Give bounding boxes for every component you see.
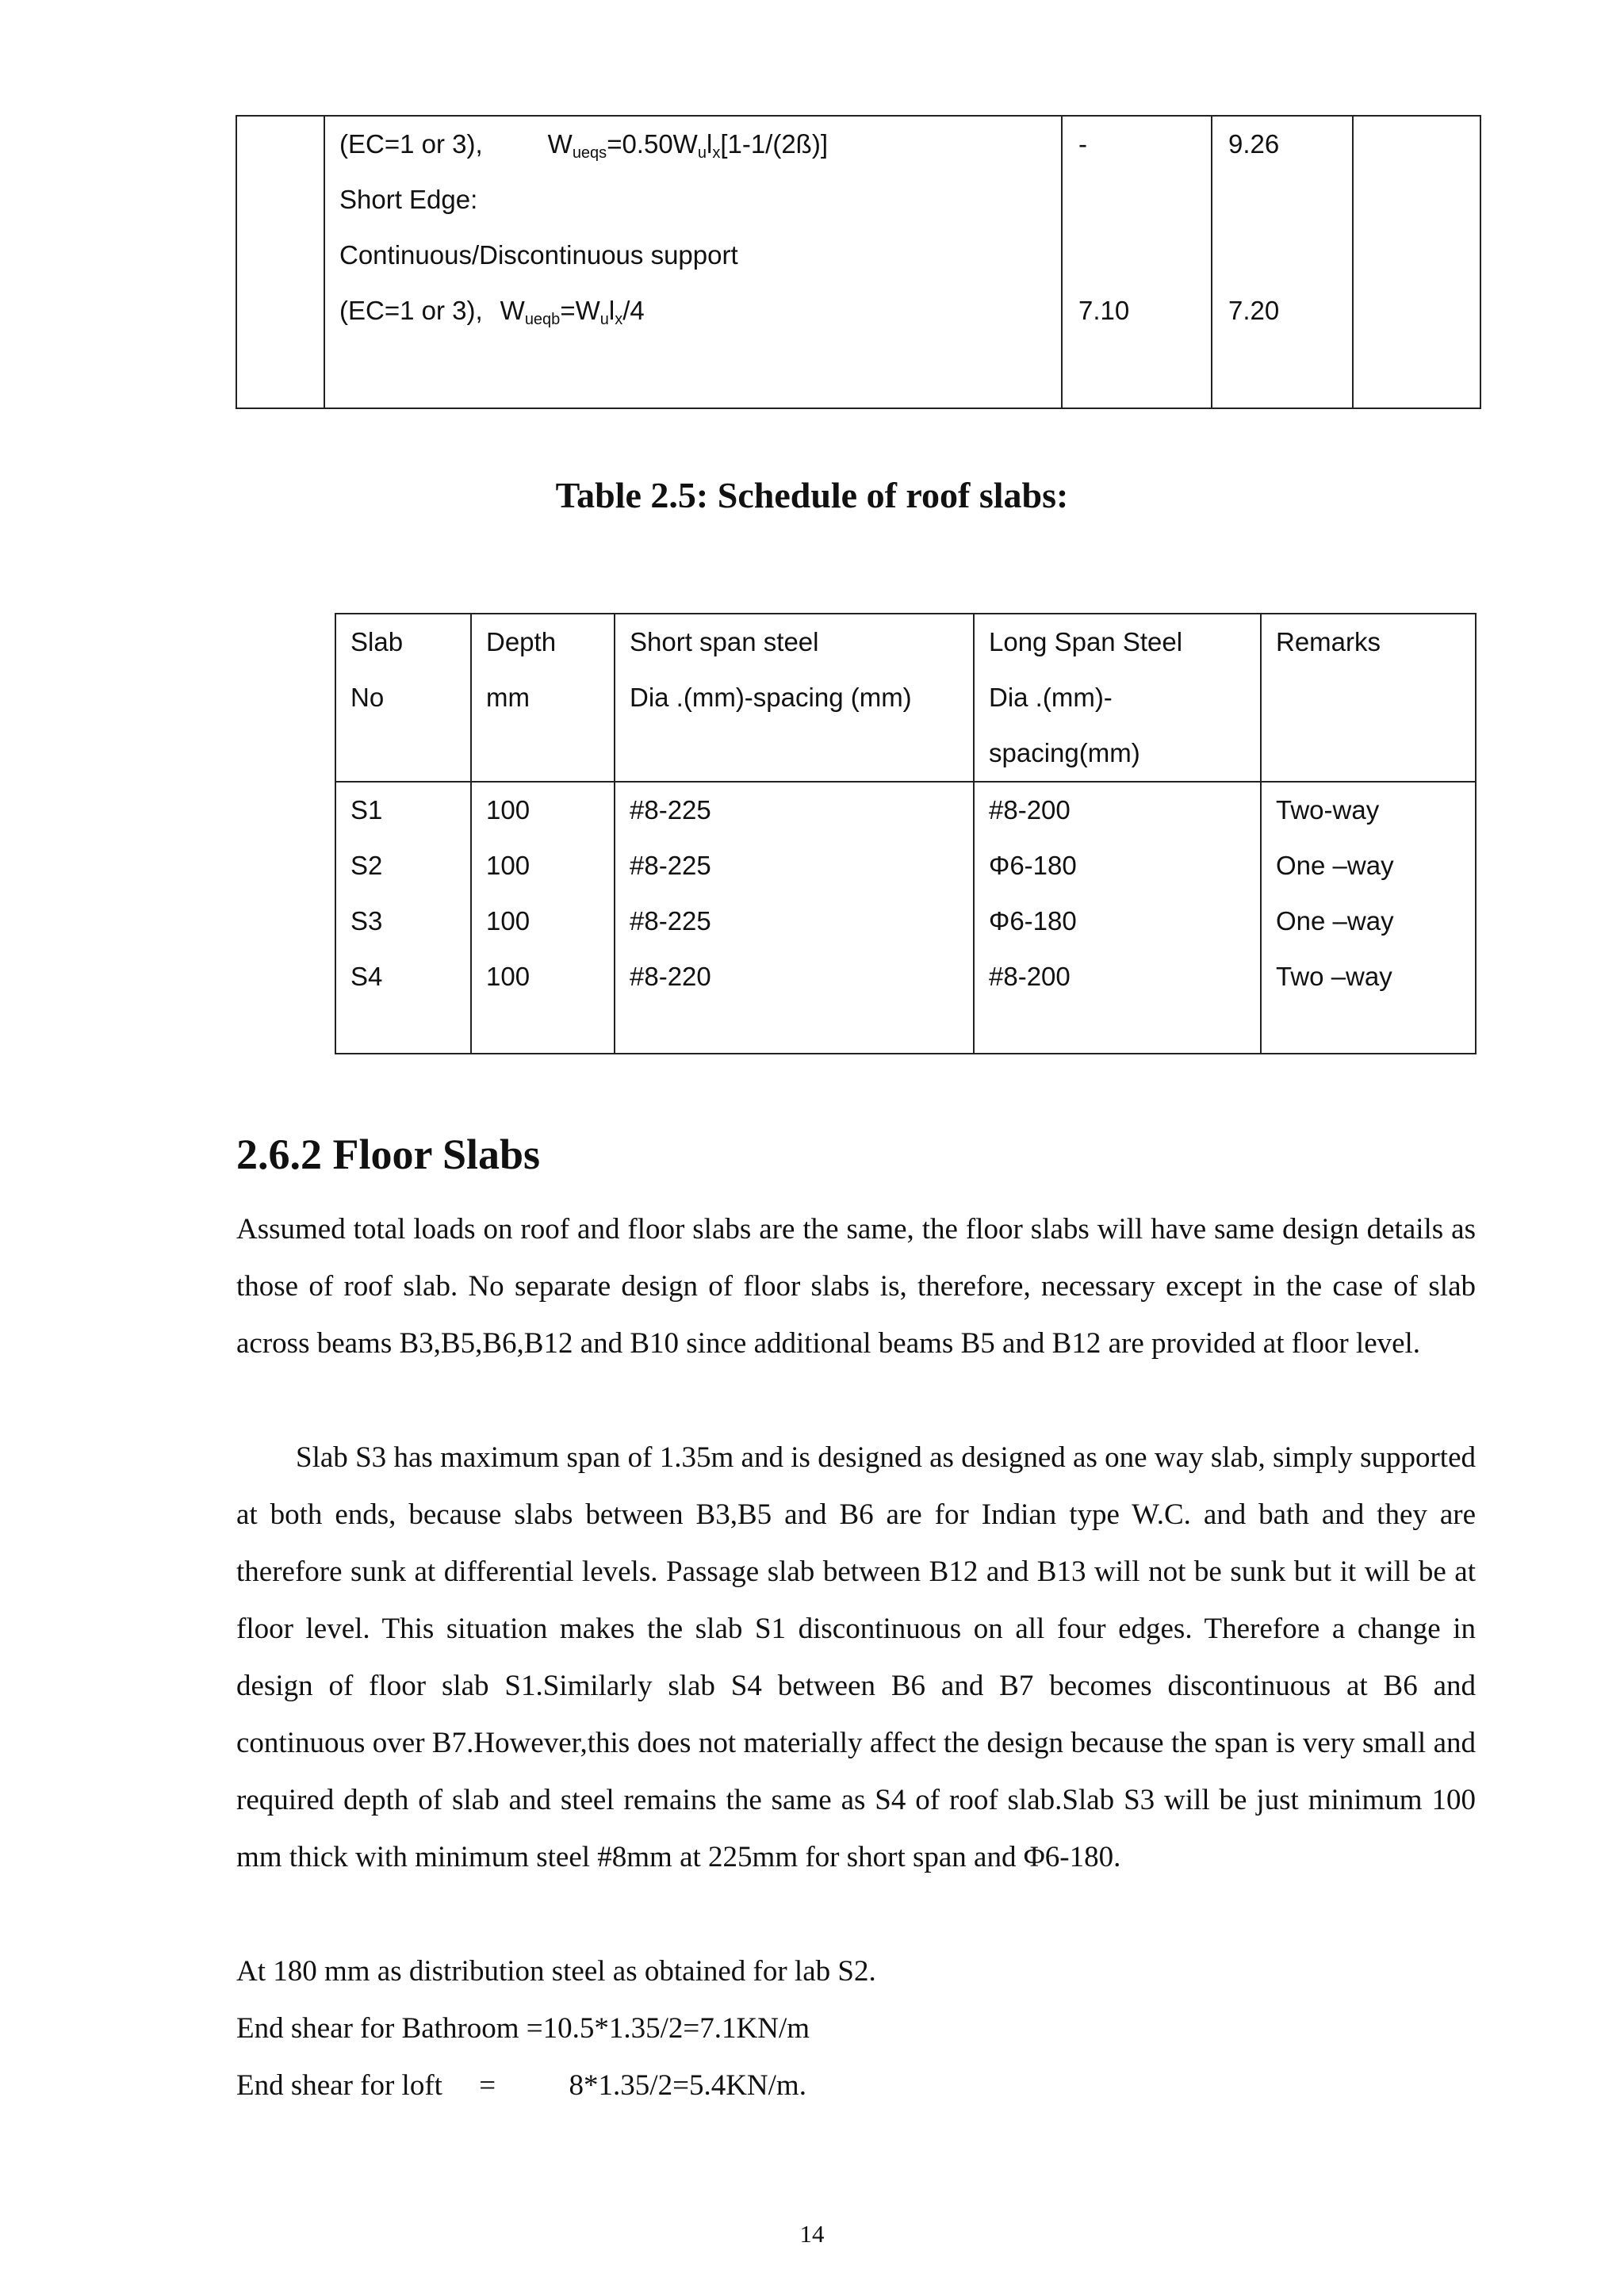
table-cell: #8-220: [630, 962, 711, 991]
table-cell: 100: [486, 962, 530, 991]
table-body-row: [335, 782, 1476, 1054]
paragraph-line-distribution-steel: At 180 mm as distribution steel as obtained for lab S2.: [236, 1955, 876, 1988]
paragraph-line-end-shear-loft: End shear for loft = 8*1.35/2=5.4KN/m.: [236, 2069, 806, 2102]
col3-value-1: -: [1078, 129, 1087, 159]
table-cell: Two –way: [1276, 962, 1392, 991]
paragraph-1: Assumed total loads on roof and floor slabs are the same, the floor slabs will have same design details as those of roof slab. No separate design of floor slabs is, therefore, necessary except in the case of slab across beams B3,B5,B6,B12 and B10 since additional beams B5 and B12 are provided at floor level.: [236, 1213, 1476, 1360]
formula-line-ueqs: (EC=1 or 3), $W_{ueqs}=0.50W_ul_x[1-1/(2ß)]$: [339, 129, 829, 162]
table-cell-col4: [1212, 116, 1353, 408]
col3-value-4: 7.10: [1078, 296, 1130, 325]
table-cell: Φ6-180: [989, 851, 1077, 880]
table-cell: 100: [486, 795, 530, 825]
section-heading: 2.6.2 Floor Slabs: [236, 1131, 541, 1178]
table-cell: S2: [350, 851, 383, 880]
table-cell: S1: [350, 795, 383, 825]
column-short-span: [615, 782, 974, 1054]
header-short-span-steel: Short span steel Dia .(mm)-spacing (mm): [615, 614, 974, 782]
table-cell: 100: [486, 906, 530, 936]
column-depth: [471, 782, 615, 1054]
table-cell: 100: [486, 851, 530, 880]
table-cell: #8-225: [630, 795, 711, 825]
short-edge-label: Short Edge:: [339, 185, 478, 214]
table-cell-formula-description: [324, 116, 1062, 408]
table-header-row: [335, 614, 1476, 782]
table-cell: S3: [350, 906, 383, 936]
col4-value-4: 7.20: [1228, 296, 1280, 325]
page-number: 14: [799, 2220, 825, 2248]
paragraph-line-end-shear-bathroom: End shear for Bathroom =10.5*1.35/2=7.1KN/m: [236, 2012, 810, 2045]
support-label: Continuous/Discontinuous support: [339, 240, 738, 270]
roof-slab-schedule-table: [335, 613, 1477, 1054]
table-cell: #8-200: [989, 795, 1071, 825]
col4-value-1: 9.26: [1228, 129, 1280, 159]
column-slab-no: [335, 782, 471, 1054]
table-cell: Φ6-180: [989, 906, 1077, 936]
table-cell: #8-200: [989, 962, 1071, 991]
table-cell-empty: [1353, 116, 1480, 408]
header-slab-no: Slab No: [335, 614, 471, 782]
table-caption: Table 2.5: Schedule of roof slabs:: [555, 475, 1069, 515]
column-long-span: [974, 782, 1261, 1054]
continued-table: [236, 115, 1481, 409]
table-cell: #8-225: [630, 851, 711, 880]
header-long-span-steel: Long Span Steel Dia .(mm)- spacing(mm): [974, 614, 1261, 782]
table-cell-col3: [1062, 116, 1212, 408]
header-depth: Depth mm: [471, 614, 615, 782]
table-cell: One –way: [1276, 906, 1394, 936]
table-cell: #8-225: [630, 906, 711, 936]
table-cell: Two-way: [1276, 795, 1380, 825]
table-cell: One –way: [1276, 851, 1394, 880]
column-remarks: [1261, 782, 1476, 1054]
table-cell-empty: [236, 116, 324, 408]
paragraph-2: Slab S3 has maximum span of 1.35m and is designed as designed as one way slab, simply supported at both ends, because slabs between B3,B5 and B6 are for Indian type W.C. and bath and they are therefore sunk at differential levels. Passage slab between B12 and B13 will not be sunk but it will be at floor level. This situation makes the slab S1 discontinuous on all four edges. Therefore a change in design of floor slab S1.Similarly slab S4 between B6 and B7 becomes discontinuous at B6 and continuous over B7.However,this does not materially affect the design because the span is very small and required depth of slab and steel remains the same as S4 of roof slab.Slab S3 will be just minimum 100 mm thick with minimum steel #8mm at 225mm for short span and Φ6-180.: [236, 1441, 1476, 1873]
table-cell: S4: [350, 962, 383, 991]
formula-line-ueqb: (EC=1 or 3), $W_{ueqb}=W_ul_x/4$: [339, 296, 645, 328]
header-remarks: Remarks: [1261, 614, 1476, 782]
